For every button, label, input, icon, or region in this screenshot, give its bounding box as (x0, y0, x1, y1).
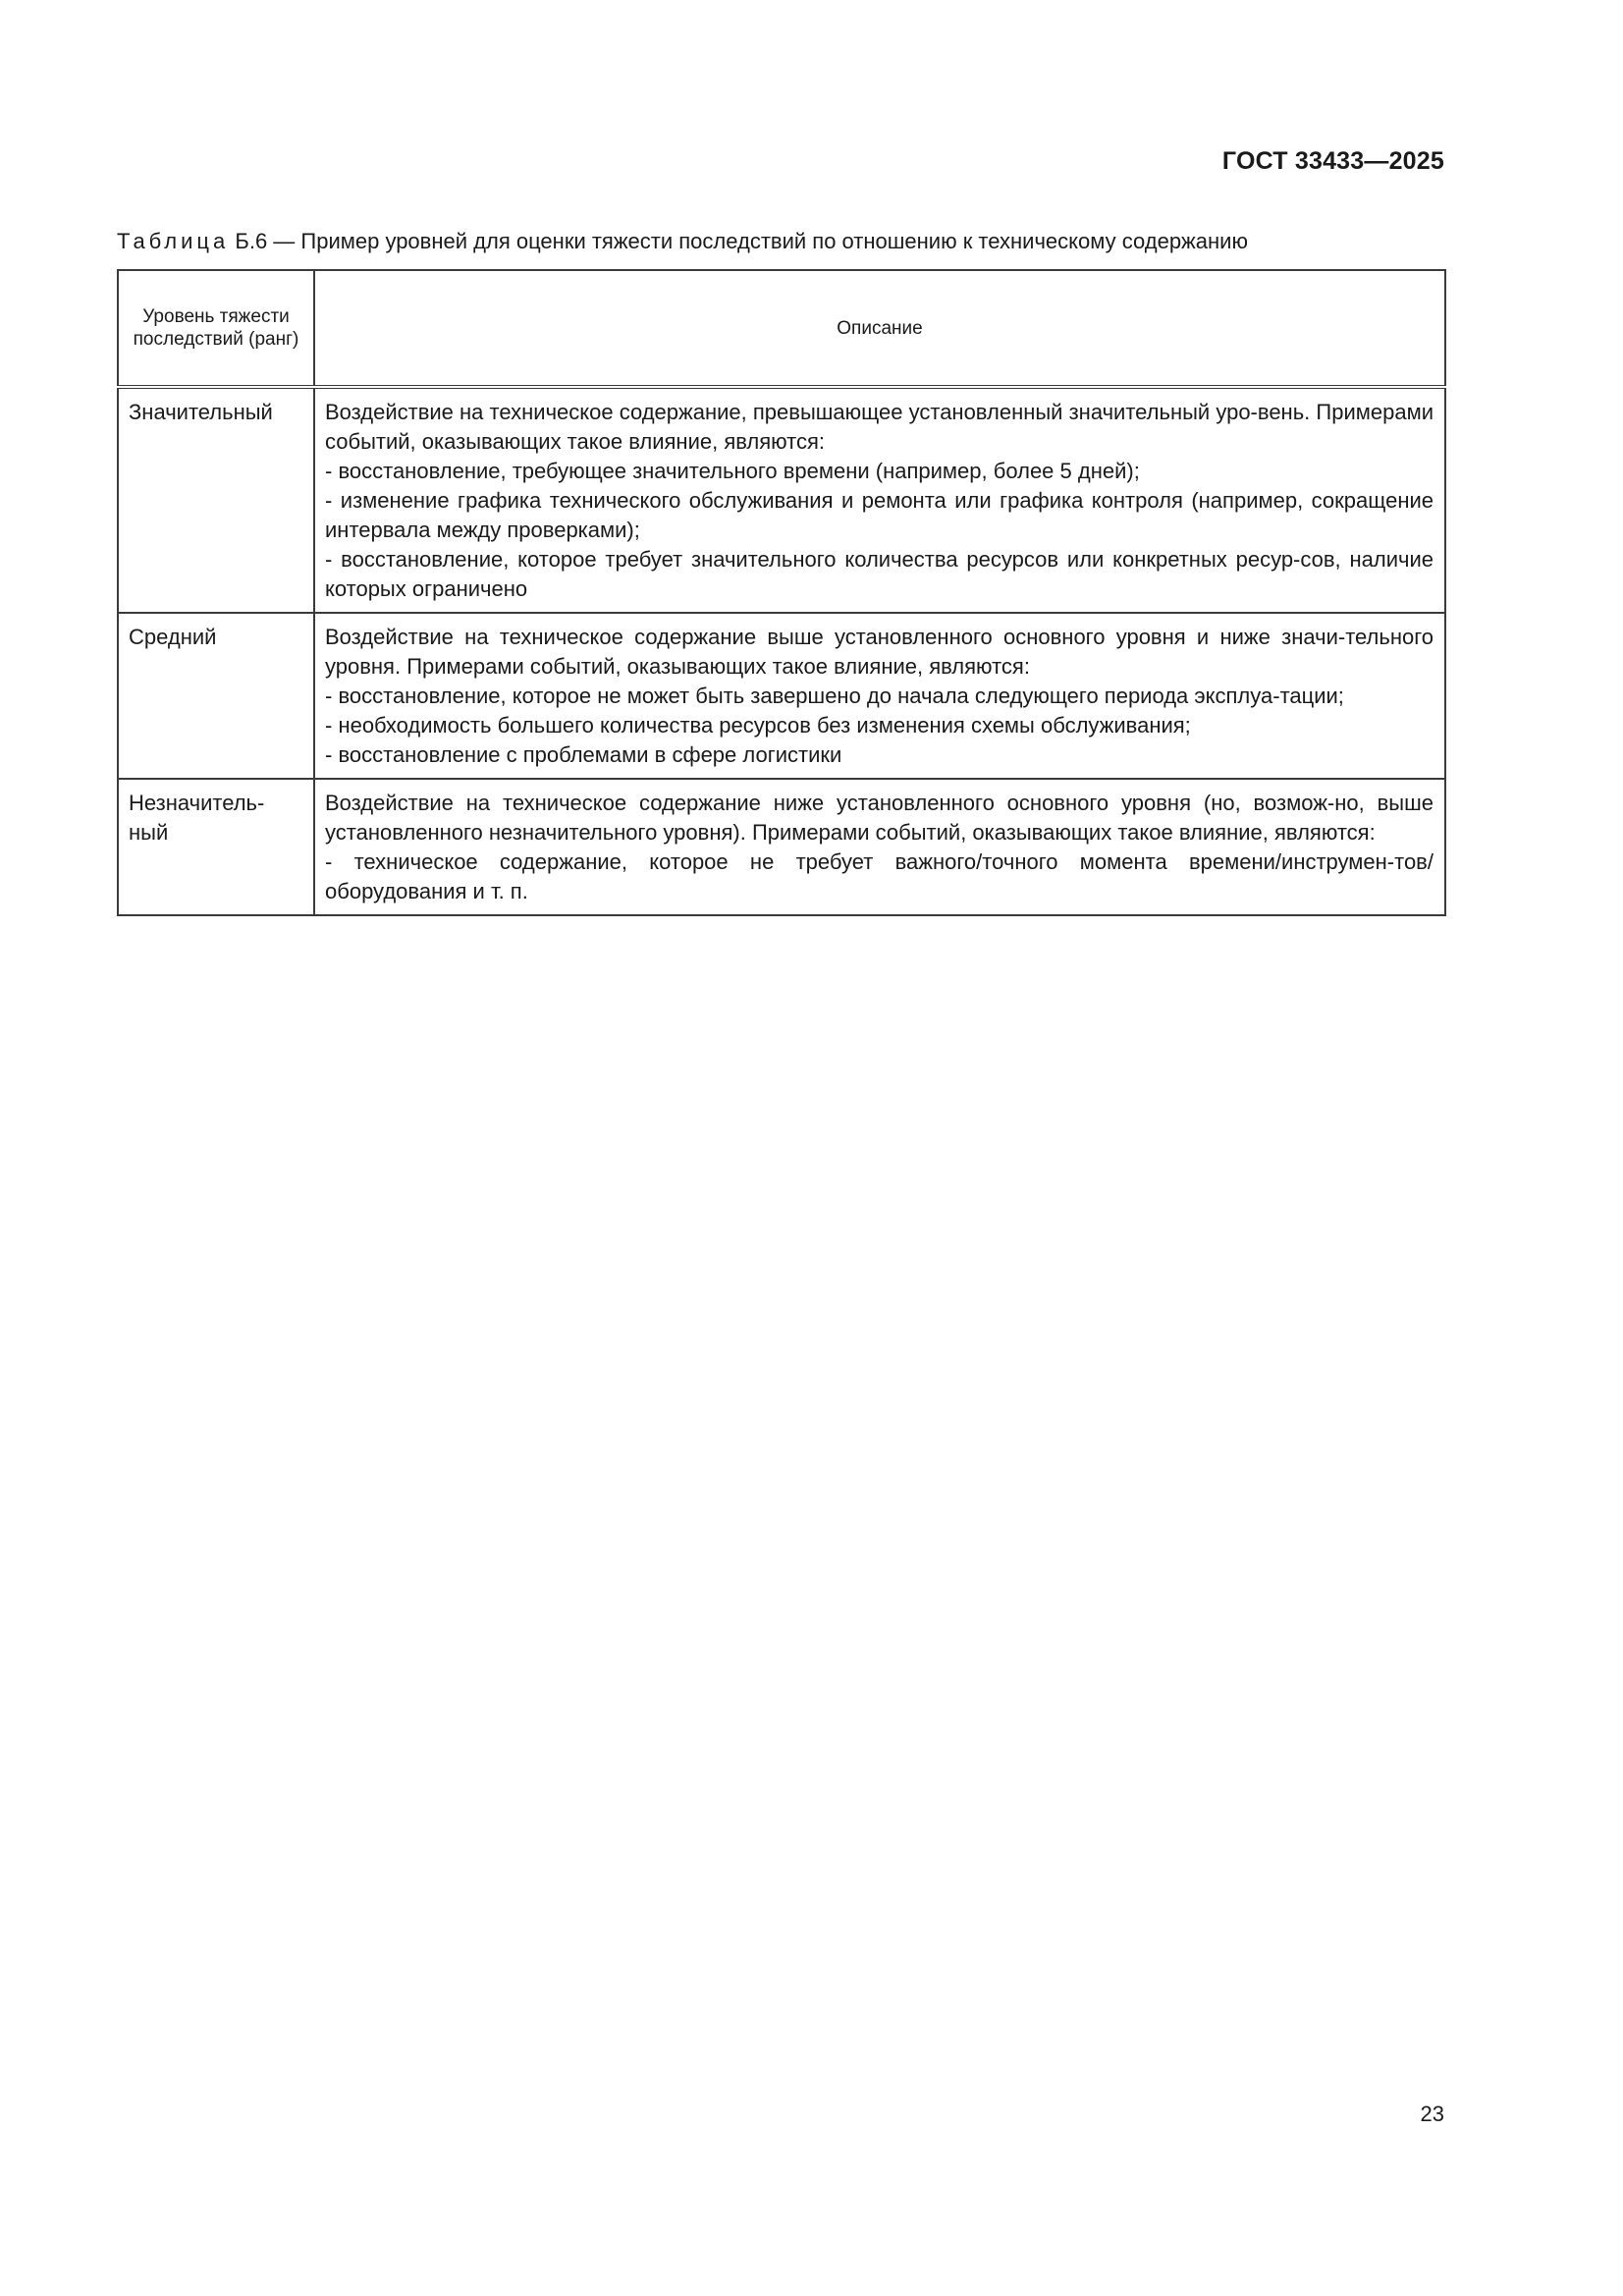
page-number: 23 (1420, 2102, 1444, 2126)
table-row (118, 779, 1445, 915)
description-line: - изменение графика технического обслуживания и ремонта или графика контроля (например, сокращение интервала между проверками); (325, 488, 1434, 542)
document-standard-number: ГОСТ 33433—2025 (1221, 147, 1444, 175)
description-cell (314, 613, 1445, 779)
header-description: Описание (314, 270, 1445, 387)
description-line: - восстановление, требующее значительного времени (например, более 5 дней); (325, 459, 1140, 483)
description-cell (314, 387, 1445, 613)
table-caption (117, 229, 1248, 254)
description-line: - восстановление, которое требует значительного количества ресурсов или конкретных ресур-сов, наличие которых ограничено (325, 547, 1434, 601)
table-row (118, 387, 1445, 613)
table-caption-text: Б.6 — Пример уровней для оценки тяжести последствий по отношению к техническому содержанию (235, 229, 1248, 253)
description-line: - необходимость большего количества ресурсов без изменения схемы обслуживания; (325, 713, 1191, 738)
severity-levels-table (117, 269, 1446, 916)
header-rank: Уровень тяжести последствий (ранг) (118, 270, 314, 387)
table-header-row (118, 270, 1445, 387)
rank-cell: Средний (118, 613, 314, 779)
description-line: - восстановление с проблемами в сфере логистики (325, 742, 842, 767)
description-line: - восстановление, которое не может быть завершено до начала следующего периода эксплуа-тации; (325, 683, 1344, 708)
description-line: Воздействие на техническое содержание выше установленного основного уровня и ниже значи-тельного уровня. Примерами событий, оказывающих такое влияние, являются: (325, 625, 1434, 679)
rank-cell: Незначитель-ный (118, 779, 314, 915)
description-line: Воздействие на техническое содержание ниже установленного основного уровня (но, возмож-но, выше установленного незначительного уровня). Примерами событий, оказывающих такое влияние, являются: (325, 791, 1434, 845)
description-line: Воздействие на техническое содержание, превышающее установленный значительный уро-вень. Примерами событий, оказывающих такое влияние, являются: (325, 400, 1434, 454)
rank-cell: Значительный (118, 387, 314, 613)
description-line: - техническое содержание, которое не требует важного/точного момента времени/инструмен-тов/оборудования и т. п. (325, 849, 1434, 903)
table-caption-label: Таблица (117, 229, 230, 253)
description-cell (314, 779, 1445, 915)
table-row (118, 613, 1445, 779)
